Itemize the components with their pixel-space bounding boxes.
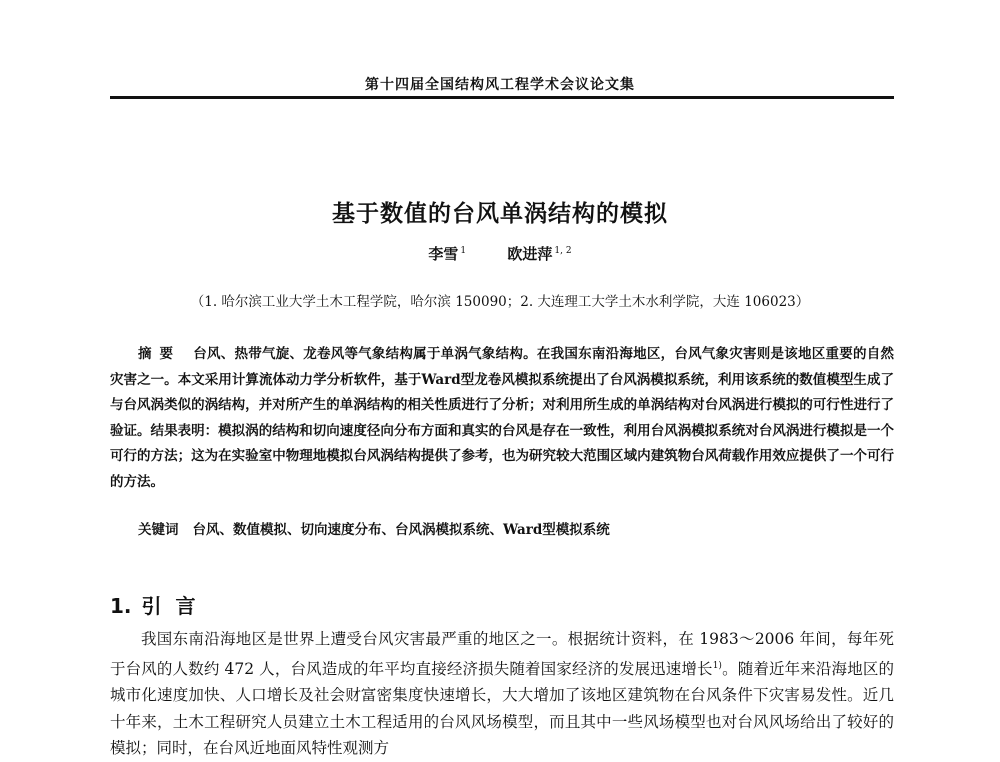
running-header: 第十四届全国结构风工程学术会议论文集 (365, 77, 635, 93)
author (428, 243, 466, 264)
affiliation: （1. 哈尔滨工业大学土木工程学院，哈尔滨 150090；2. 大连理工大学土木水利学院，大连 106023） (190, 294, 810, 310)
author-affiliation-mark: 1, 2 (554, 246, 572, 256)
section-title: 引言 (141, 594, 210, 618)
author-list (0, 243, 1000, 264)
keywords-text: 台风、数值模拟、切向速度分布、台风涡模拟系统、Ward型模拟系统 (192, 522, 610, 538)
header-rule (110, 96, 894, 99)
author-name: 李雪 (428, 245, 459, 263)
paper-title: 基于数值的台风单涡结构的模拟 (332, 201, 668, 227)
body-text-part: 我国东南沿海地区是世界上遭受台风灾害最严重的地区之一。根据统计资料，在 1983～2006 年间，每年死于台风的人数约 472 人，台风造成的年平均直接经济损失随着国家经济的发展迅速增长 (110, 630, 894, 678)
section-heading (110, 590, 210, 619)
abstract-text: 台风、热带气旋、龙卷风等气象结构属于单涡气象结构。在我国东南沿海地区，台风气象灾害则是该地区重要的自然灾害之一。本文采用计算流体动力学分析软件，基于Ward型龙卷风模拟系统提出了台风涡模拟系统，利用该系统的数值模型生成了与台风涡类似的涡结构，并对所产生的单涡结构的相关性质进行了分析；对利用所生成的单涡结构对台风涡进行模拟的可行性进行了验证。结果表明：模拟涡的结构和切向速度径向分布方面和真实的台风是存在一致性，利用台风涡模拟系统对台风涡进行模拟是一个可行的方法；这为在实验室中物理地模拟台风涡结构提供了参考，也为研究较大范围区域内建筑物台风荷载作用效应提供了一个可行的方法。 (110, 346, 894, 490)
abstract-label: 摘要 (138, 346, 181, 362)
abstract (110, 342, 894, 495)
author (507, 243, 571, 264)
citation-ref: 1) (712, 660, 722, 671)
section-number: 1. (110, 594, 132, 618)
body-text-part: 。随着近年来沿海地区的城市化速度加快、人口增长及社会财富密集度快速增长，大大增加了该地区建筑物在台风条件下灾害易发性。近几十年来，土木工程研究人员建立土木工程适用的台风风场模型，而且其中一些风场模型也对台风风场给出了较好的模拟；同时，在台风近地面风特性观测方 (110, 659, 894, 758)
keywords-label: 关键词 (138, 522, 179, 538)
keywords (138, 518, 894, 538)
author-name: 欧进萍 (507, 245, 553, 263)
body-paragraph (110, 626, 894, 762)
author-affiliation-mark: 1 (460, 246, 467, 256)
